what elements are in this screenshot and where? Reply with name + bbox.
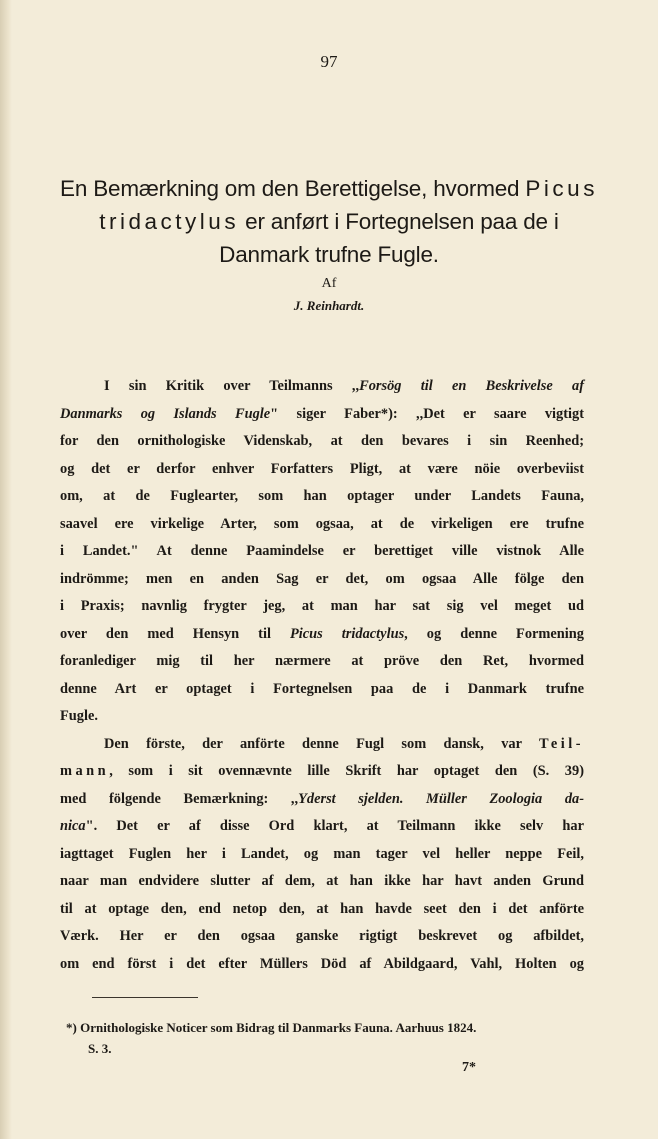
signature-mark: 7* bbox=[462, 1060, 476, 1075]
body-line: om end först i det efter Müllers Död af Abildgaard, Vahl, Holten og bbox=[60, 955, 584, 972]
body-line: i Praxis; navnlig frygter jeg, at man har sat sig vel meget ud bbox=[60, 598, 584, 614]
footnote bbox=[66, 1017, 586, 1059]
footnote-rule bbox=[92, 997, 198, 998]
body-line: Danmarks og Islands Fugle" siger Faber*): ,,Det er saare vigtigt bbox=[60, 405, 584, 422]
title-text: er anført i Fortegnelsen paa de i bbox=[239, 209, 559, 234]
body-line: til at optage den, end netop den, at han havde seet den i det anförte bbox=[60, 900, 584, 917]
body-line: om, at de Fuglearter, som han optager under Landets Fauna, bbox=[60, 488, 584, 504]
title-text: En Bemærkning om den Berettigelse, hvormed bbox=[60, 176, 526, 201]
footnote-line: *) Ornithologiske Noticer som Bidrag til Danmarks Fauna. Aarhuus 1824. bbox=[66, 1020, 477, 1035]
title-text: Danmark trufne Fugle. bbox=[219, 242, 439, 267]
body-line: I sin Kritik over Teilmanns ,,Forsög til en Beskrivelse af bbox=[104, 378, 584, 394]
body-line: iagttaget Fuglen her i Landet, og man tager vel heller neppe Feil, bbox=[60, 845, 584, 862]
body-line: Værk. Her er den ogsaa ganske rigtigt beskrevet og afbildet, bbox=[60, 928, 584, 944]
body-line: foranlediger mig til her nærmere at pröve den Ret, hvormed bbox=[60, 653, 584, 669]
body-line: over den med Hensyn til Picus tridactylus, og denne Formening bbox=[60, 625, 584, 642]
body-line: denne Art er optaget i Fortegnelsen paa de i Danmark trufne bbox=[60, 680, 584, 697]
body-line: for den ornithologiske Videnskab, at den bevares i sin Reenhed; bbox=[60, 433, 584, 449]
body-line: mann, som i sit ovennævnte lille Skrift har optaget den (S. 39) bbox=[60, 763, 584, 779]
body-line: med fölgende Bemærkning: ,,Yderst sjelden. Müller Zoologia da- bbox=[60, 790, 585, 807]
article-body bbox=[60, 373, 584, 978]
page-number: 97 bbox=[320, 52, 338, 71]
body-line: nica". Det er af disse Ord klart, at Teilmann ikke selv har bbox=[60, 818, 584, 834]
title-species: tridactylus bbox=[99, 209, 240, 234]
title-genus: Picus bbox=[525, 176, 598, 201]
footnote-line: S. 3. bbox=[88, 1041, 112, 1056]
body-line: og det er derfor enhver Forfatters Pligt, at være nöie overbeviist bbox=[60, 460, 584, 477]
author-name: J. Reinhardt. bbox=[293, 298, 365, 313]
page-edge bbox=[0, 0, 12, 1139]
body-line: i Landet." At denne Paamindelse er berettiget ville vistnok Alle bbox=[60, 543, 584, 559]
body-line: indrömme; men en anden Sag er det, om ogsaa Alle fölge den bbox=[60, 570, 584, 587]
body-line: Den förste, der anförte denne Fugl som dansk, var Teil- bbox=[104, 735, 584, 752]
article-title bbox=[48, 172, 610, 271]
body-line: saavel ere virkelige Arter, som ogsaa, at de virkeligen ere trufne bbox=[60, 515, 584, 532]
byline: Af bbox=[321, 276, 337, 291]
body-line: naar man endvidere slutter af dem, at han ikke har havt anden Grund bbox=[60, 873, 584, 889]
body-line: Fugle. bbox=[60, 708, 98, 724]
